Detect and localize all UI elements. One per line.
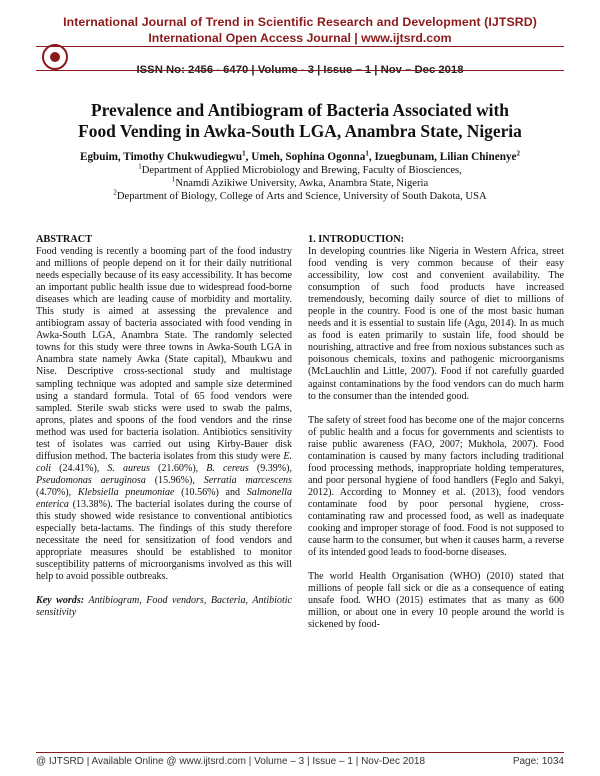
abstract-body <box>36 246 292 583</box>
species-3-pct: (9.39%), <box>248 462 293 474</box>
header-rule-top <box>36 46 564 47</box>
author-1: Egbuim, Timothy Chukwudiegwu <box>79 151 243 163</box>
species-1: E. coli <box>36 450 292 474</box>
author-3-sup: 2 <box>516 149 521 158</box>
intro-paragraph-1: In developing countries like Nigeria in Western Africa, street food vending is very common because of their easy accessibility, low cost and convenient availability. The consumption of such food products have increased tremendously, becoming daily source of diet to millions of people in the country. Food is one of the most basic human needs and it is essential to sustain life (Agu, 2014). In as much as food is eaten primarily to sustain life, food should be nourishing, attractive and free from noxious substances such as poisonous chemicals, toxins and pathogenic microorganisms (McLauchlin and Little, 2007). Food if not carefully guarded against contaminations by the food vendors can do much harm to the consumer than the intended good. <box>308 246 564 402</box>
abstract-heading: ABSTRACT <box>36 234 93 245</box>
author-2: Umeh, Sophina Ogonna <box>251 151 366 163</box>
affiliation-2 <box>30 190 570 203</box>
species-7-pct: (13.38%). <box>68 498 113 510</box>
intro-paragraph-2: The safety of street food has become one of the major concerns of public health and a focus for governments and scientists to raise public awareness (FAO, 2007; Mukhola, 2007). Food contamination is caused by many factors including traditional food processing methods, inappropriate holding temperatures, and poor personal hygiene of food handlers (Feglo and Sakyi, 2012). According to Monney et al. (2013), food vendors contaminate food by poor personal hygiene, cross-contaminating raw and processed food, as well as inadequate cooking and improper storage of food. Food is not supposed to cause harm to the consumer, but when it causes harm, a reverse of its intended good leads to food-borne diseases. <box>308 414 564 559</box>
keywords-label: Key words: <box>36 595 85 607</box>
page-number: Page: 1034 <box>512 756 564 767</box>
affiliation-1b-text: Nnamdi Azikiwe University, Awka, Anambra State, Nigeria <box>175 178 429 190</box>
species-2: S. aureus <box>107 462 150 474</box>
species-4-pct: (15.96%), <box>145 474 204 486</box>
author-2-sup: 1 <box>365 149 369 158</box>
introduction-heading: 1. INTRODUCTION: <box>308 234 405 245</box>
species-2-pct: (21.60%), <box>149 462 207 474</box>
introduction-column <box>308 234 564 643</box>
affiliation-1-text: Department of Applied Microbiology and Brewing, Faculty of Biosciences, <box>141 165 462 176</box>
author-1-sup: 1 <box>242 149 246 158</box>
keywords <box>36 595 292 619</box>
intro-paragraph-3: The world Health Organisation (WHO) (2010) stated that millions of people fall sick or die as a consequence of eating unsafe food. WHO (2015) estimates that as many as 600 million, or about one in every 10 people around the world is sickened by food- <box>308 571 564 631</box>
species-6-pct: (10.56%) and <box>174 486 247 498</box>
species-5-pct: (4.70%), <box>36 486 78 498</box>
journal-header <box>36 14 564 90</box>
title-line-2: Food Vending in Awka-South LGA, Anambra State, Nigeria <box>78 121 522 141</box>
journal-logo-icon <box>42 44 68 70</box>
page-footer <box>36 752 564 768</box>
species-6: Klebsiella pneumoniae <box>77 486 175 498</box>
species-1-pct: (24.41%), <box>51 462 108 474</box>
journal-name: International Journal of Trend in Scientific Research and Development (IJTSRD) <box>63 15 537 29</box>
title-line-1: Prevalence and Antibiogram of Bacteria Associated with <box>91 100 509 120</box>
species-7: Salmonella enterica <box>36 486 292 510</box>
affiliation-1b-sup: 1 <box>171 175 176 184</box>
species-4: Pseudomonas aeruginosa <box>36 474 146 486</box>
author-list: Egbuim, Timothy Chukwudiegwu$^1$, Umeh, Sophina Ogonna$^1$, Izuegbunam, Lilian Chinenye$^2$ <box>79 149 521 163</box>
keywords-text: Antibiogram, Food vendors, Bacteria, Antibiotic sensitivity <box>36 595 292 619</box>
species-3: B. cereus <box>206 462 249 474</box>
abstract-text-1: Food vending is recently a booming part of the food industry and millions of people depend on it for their daily nutritional needs especially because of its easy accessibility. It has become an important public health issue due to widespread food-borne diseases which are leading cause of morbidity and mortality. This study is aimed at assessing the prevalence and antibiogram assay of bacteria associated with food vending in Awka-South LGA, Anambra State. The randomly selected towns for this study were three towns in Awka-South LGA in Anambra state namely Awka (State capital), Mbaukwu and Nise. Descriptive cross-sectional study and multistage sampling technique was adopted and sample size determined using a standard formula. Total of 65 food vendors were sampled. Sterile swab sticks were used to swab the palms, aprons, plates and spoons of the food vendors and the rinse method was used for bacteria isolation. Antibiotics sensitivity test of isolates was carried out using Kirby-Bauer disk diffusion method. The bacteria isolates from this study were <box>36 246 292 462</box>
affiliations <box>30 164 570 204</box>
footer-citation: @ IJTSRD | Available Online @ www.ijtsrd.com | Volume – 3 | Issue – 1 | Nov-Dec 2018 <box>36 756 425 767</box>
affiliation-2-sup: 2 <box>113 188 117 197</box>
journal-website-line: International Open Access Journal | www.ijtsrd.com <box>148 31 452 45</box>
affiliation-1 <box>30 164 570 177</box>
species-5: Serratia marcescens <box>203 474 292 486</box>
abstract-column <box>36 234 292 631</box>
issn-line: ISSN No: 2456 - 6470 | Volume - 3 | Issue – 1 | Nov – Dec 2018 <box>136 64 464 76</box>
affiliation-2-text: Department of Biology, College of Arts and Science, University of South Dakota, USA <box>116 191 487 203</box>
paper-title <box>30 100 570 142</box>
affiliation-1-sup: 1 <box>138 162 142 171</box>
author-3: Izuegbunam, Lilian Chinenye <box>374 151 517 163</box>
header-rule-bottom <box>36 70 564 71</box>
affiliation-1b <box>30 177 570 190</box>
abstract-text-2: The bacterial isolates during the course of this study showed wide resistance to conventional antibiotics especially beta-lactams. The findings of this study therefore necessitate the need for sensitization of food vendors and appropriate measures should be established to monitor susceptibility patterns of microorganisms involved as this will help to avoid possible outbreaks. <box>36 498 292 583</box>
